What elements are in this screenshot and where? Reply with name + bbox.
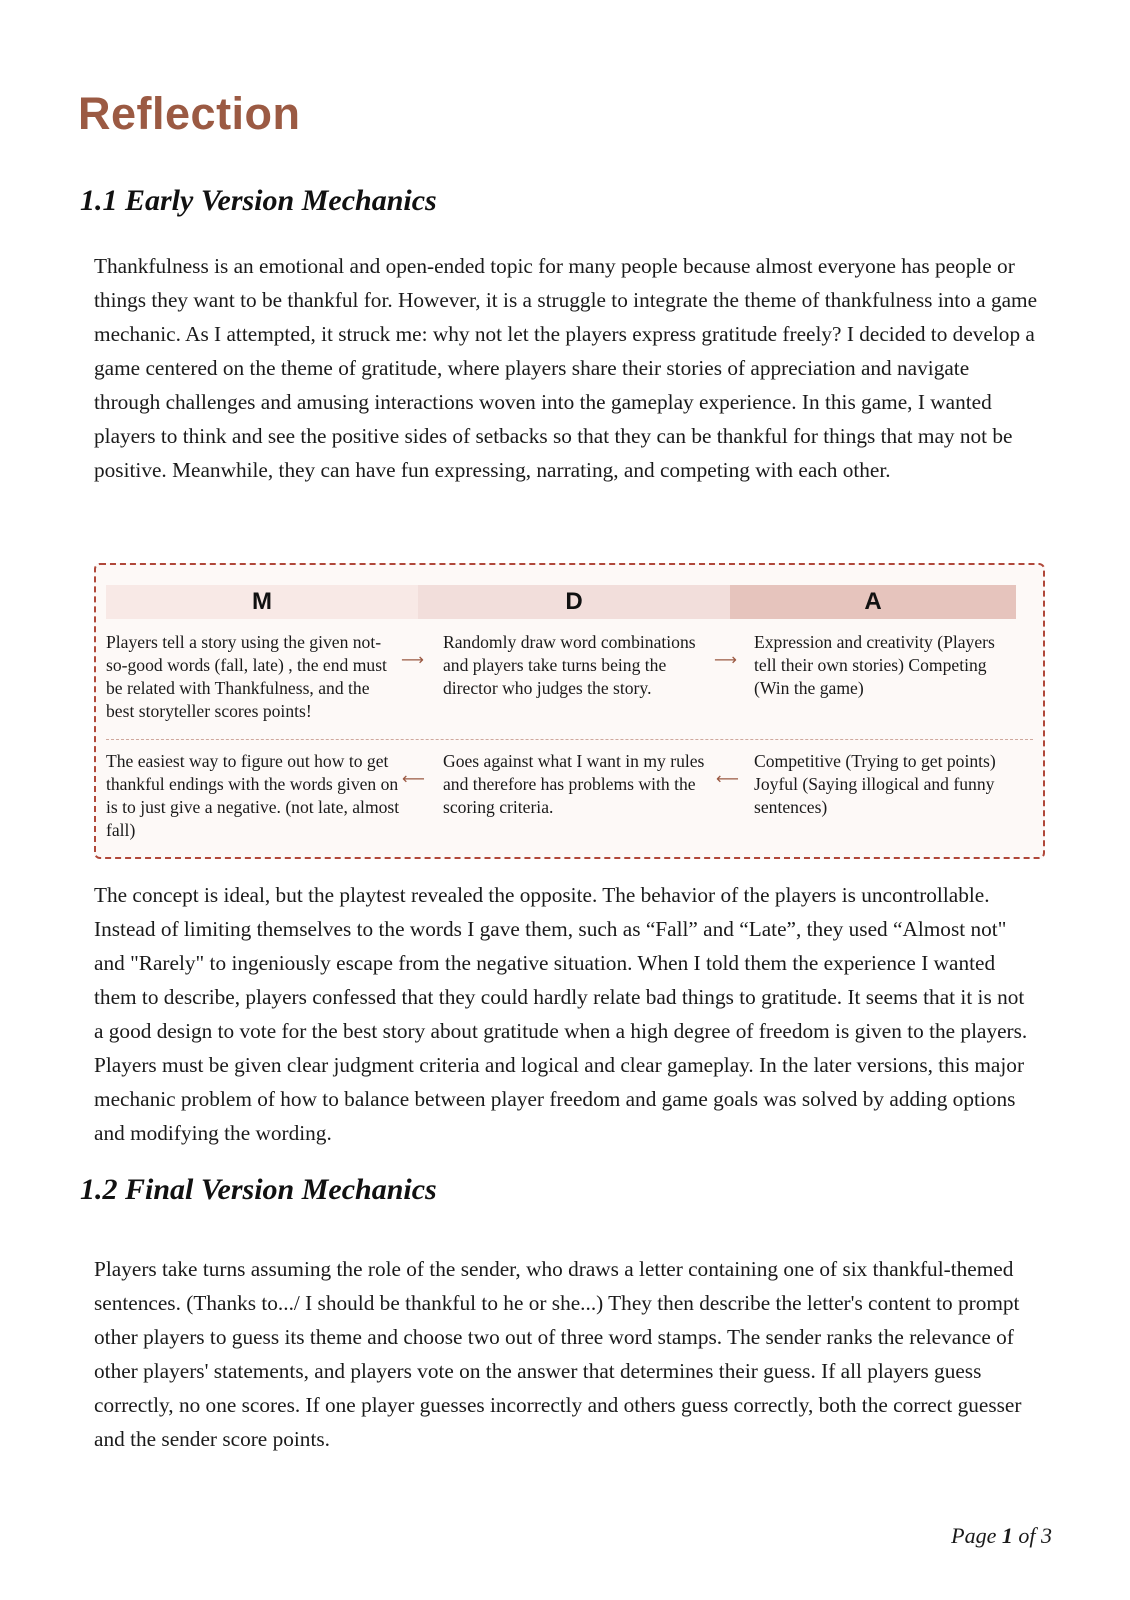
arrow-left-icon: ⟵ <box>716 769 739 788</box>
mda-aesthetics-design: Expression and creativity (Players tell their own stories) Competing (Win the game) <box>754 632 995 698</box>
final-mechanics-paragraph: Players take turns assuming the role of the sender, who draws a letter containing one of six thankful-themed sentences. (Thanks to.../ I should be thankful to he or she...) They then describe the letter's content to prompt other players to guess its theme and choose two out of three word stamps. The sender ranks the relevance of other players' statements, and players vote on the answer that determines their guess. If all players guess correctly, no one scores. If one player guesses incorrectly and others guess correctly, both the correct guesser and the sender score points. <box>94 1257 1022 1451</box>
mda-header-d: D <box>418 585 730 619</box>
mda-divider <box>106 739 1033 740</box>
analysis-paragraph: The concept is ideal, but the playtest revealed the opposite. The behavior of the players is uncontrollable. Instead of limiting themselves to the words I gave them, such as “Fall” and “Late”, they used “Almost not" and "Rarely" to ingeniously escape from the negative situation. When I told them the experience I wanted them to describe, players confessed that they could hardly relate bad things to gratitude. It seems that it is not a good design to vote for the best story about gratitude when a high degree of freedom is given to the players. Players must be given clear judgment criteria and logical and clear gameplay. In the later versions, this major mechanic problem of how to balance between player freedom and game goals was solved by adding options and modifying the wording. <box>94 883 1028 1145</box>
mda-dynamics-design: Randomly draw word combinations and players take turns being the director who judges the story. <box>443 632 696 698</box>
mda-mechanics-design: Players tell a story using the given not-so-good words (fall, late) , the end must be related with Thankfulness, and the best storyteller scores points! <box>106 632 387 721</box>
mda-header-m: M <box>106 585 418 619</box>
page-title: Reflection <box>78 88 301 139</box>
mda-mechanics-playtest: The easiest way to figure out how to get thankful endings with the words given on is to just give a negative. (not late, almost fall) <box>106 751 400 840</box>
mda-dynamics-playtest: Goes against what I want in my rules and therefore has problems with the scoring criteria. <box>443 751 705 817</box>
arrow-right-icon: ⟶ <box>401 650 424 669</box>
mda-table <box>94 563 1045 859</box>
arrow-left-icon: ⟵ <box>402 769 425 788</box>
section-heading-final: 1.2 Final Version Mechanics <box>80 1173 437 1206</box>
intro-paragraph: Thankfulness is an emotional and open-ended topic for many people because almost everyone has people or things they want to be thankful for. However, it is a struggle to integrate the theme of thankfulness into a game mechanic. As I attempted, it struck me: why not let the players express gratitude freely? I decided to develop a game centered on the theme of gratitude, where players share their stories of appreciation and navigate through challenges and amusing interactions woven into the gameplay experience. In this game, I wanted players to think and see the positive sides of setbacks so that they can be thankful for things that may not be positive. Meanwhile, they can have fun expressing, narrating, and competing with each other. <box>94 254 1038 482</box>
page-number: Page 1 of 3 <box>951 1523 1052 1548</box>
section-heading-early: 1.1 Early Version Mechanics <box>80 184 437 217</box>
mda-aesthetics-playtest: Competitive (Trying to get points) Joyful (Saying illogical and funny sentences) <box>754 751 996 817</box>
mda-header-a: A <box>730 585 1016 619</box>
arrow-right-icon: ⟶ <box>714 650 737 669</box>
